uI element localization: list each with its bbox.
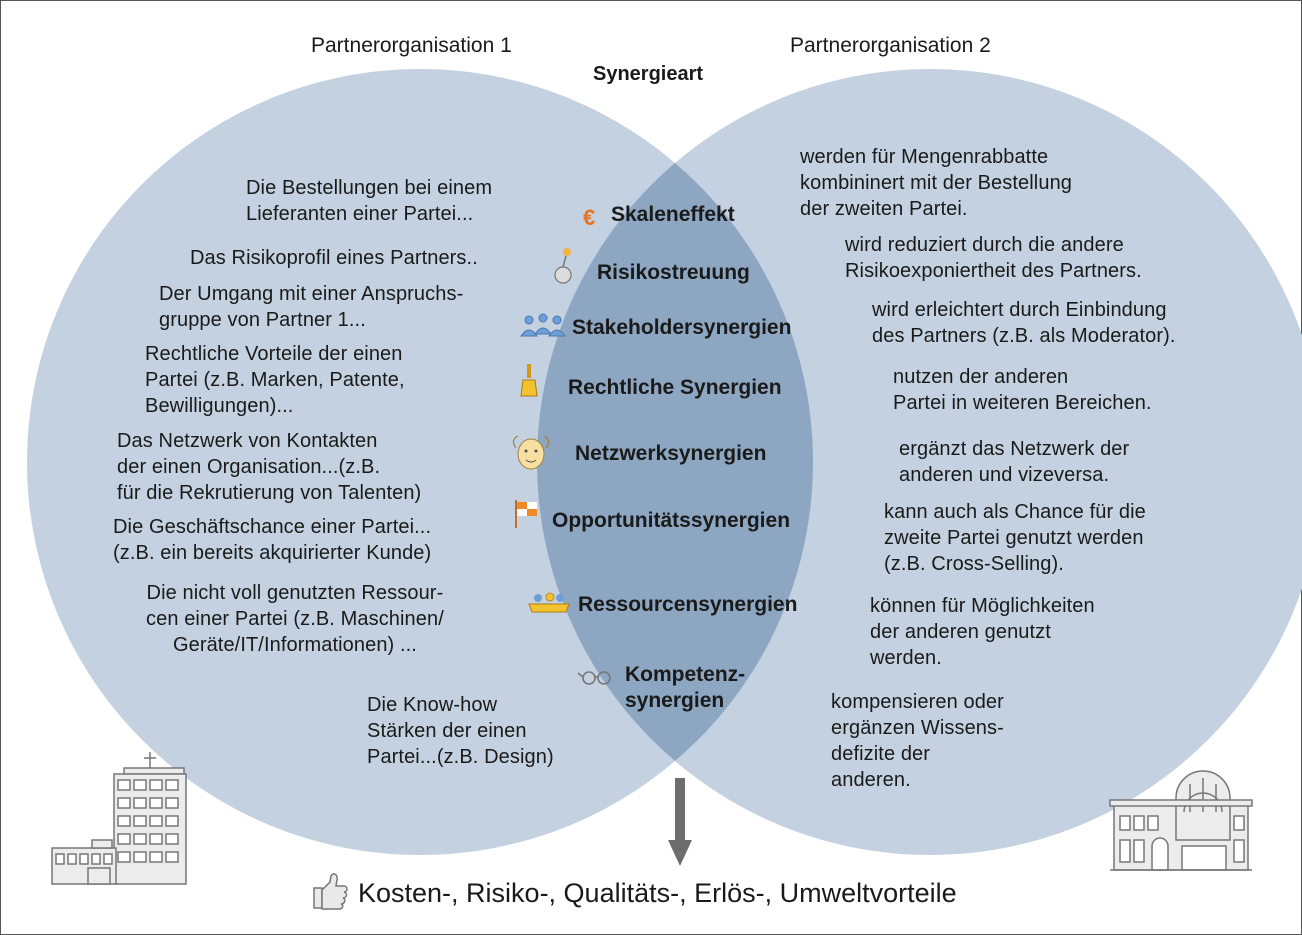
right-item-knowhow: kompensieren oder ergänzen Wissens- defizite der anderen. [831,691,1004,791]
left-item-risk: Das Risikoprofil eines Partners.. [190,247,478,269]
result-text: Kosten-, Risiko-, Qualitäts-, Erlös-, Umweltvorteile [358,878,957,908]
left-item-stakeholder: Der Umgang mit einer Anspruchs- gruppe von Partner 1... [159,283,464,331]
synergy-opportunity: Opportunitätssynergien [552,509,791,532]
org1-title: Partnerorganisation 1 [311,34,512,57]
left-item-orders: Die Bestellungen bei einem Lieferanten einer Partei... [246,177,493,225]
left-item-legal: Rechtliche Vorteile der einen Partei (z.B. Marken, Patente, Bewilligungen)... [145,343,405,417]
right-item-orders: werden für Mengenrabbatte kombininert mit der Bestellung der zweiten Partei. [800,146,1073,220]
right-item-stakeholder: wird erleichtert durch Einbindung des Partners (z.B. als Moderator). [872,299,1176,347]
right-item-risk: wird reduziert durch die andere Risikoexponiertheit des Partners. [845,234,1142,282]
synergy-resources: Ressourcensynergien [578,593,798,616]
synergy-type-title: Synergieart [593,63,704,85]
right-item-legal: nutzen der anderen Partei in weiteren Bereichen. [893,366,1152,414]
office-building-icon [52,752,186,884]
synergy-legal: Rechtliche Synergien [568,376,782,399]
synergy-network: Netzwerksynergien [575,442,767,465]
right-item-opportunity: kann auch als Chance für die zweite Partei genutzt werden (z.B. Cross-Selling). [884,501,1146,575]
synergy-risk: Risikostreuung [597,261,750,284]
down-arrow-icon [668,778,692,866]
euro-icon [583,205,595,230]
thumbs-up-icon [314,874,347,909]
right-item-resources: können für Möglichkeiten der anderen genutzt werden. [870,595,1095,669]
right-item-network: ergänzt das Netzwerk der anderen und vizeversa. [899,438,1130,486]
left-item-knowhow: Die Know-how Stärken der einen Partei...(z.B. Design) [367,694,554,768]
left-item-resources: Die nicht voll genutzten Ressour- cen einer Partei (z.B. Maschinen/ Geräte/IT/Informationen) ... [146,582,444,656]
synergy-competence: Kompetenz- synergien [625,663,746,712]
synergy-stakeholder: Stakeholdersynergien [572,316,792,339]
synergy-scale: Skaleneffekt [611,203,735,226]
left-item-network: Das Netzwerk von Kontakten der einen Organisation...(z.B. für die Rekrutierung von Talenten) [117,430,422,504]
svg-text:€: € [583,205,596,230]
left-item-opportunity: Die Geschäftschance einer Partei... (z.B. ein bereits akquirierter Kunde) [113,516,432,564]
org2-title: Partnerorganisation 2 [790,34,991,57]
